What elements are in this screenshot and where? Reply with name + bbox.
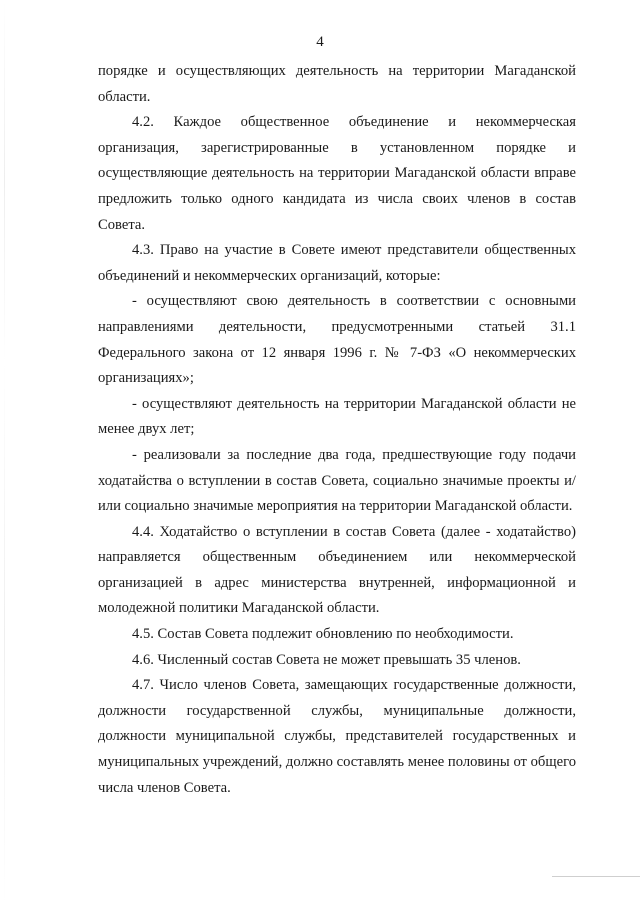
paragraph-continuation: порядке и осуществляющих деятельность на территории Магаданской области. <box>98 63 576 105</box>
list-item-projects: - реализовали за последние два года, предшествующие году подачи ходатайства о вступлении в состав Совета, социально значимые проекты и/или социально значимые мероприятия на территории Магаданской области. <box>98 446 576 515</box>
paragraph-4-7: 4.7. Число членов Совета, замещающих государственные должности, должности государственной службы, муниципальные должности, должности муниципальной службы, представителей государственных и муниципальных учреждений, должно составлять менее половины от общего числа членов Совета. <box>98 677 576 796</box>
paragraph-4-4: 4.4. Ходатайство о вступлении в состав Совета (далее - ходатайство) направляется общественным объединением или некоммерческой организацией в адрес министерства внутренней, информационной и молодежной политики Магаданской области. <box>98 523 576 617</box>
paragraph-4-6: 4.6. Численный состав Совета не может превышать 35 членов. <box>132 651 521 668</box>
paragraph-4-5: 4.5. Состав Совета подлежит обновлению по необходимости. <box>132 626 514 643</box>
paragraph-4-2: 4.2. Каждое общественное объединение и некоммерческая организация, зарегистрированные в установленном порядке и осуществляющие деятельность на территории Магаданской области вправе предложить только одного кандидата из числа своих членов в состав Совета. <box>98 114 576 233</box>
scan-edge-shadow <box>4 0 5 905</box>
document-body <box>98 59 576 801</box>
list-item-two-years: - осуществляют деятельность на территории Магаданской области не менее двух лет; <box>98 395 576 438</box>
page-number: 4 <box>316 34 324 50</box>
bottom-edge-line <box>552 876 640 877</box>
paragraph-4-3: 4.3. Право на участие в Совете имеют представители общественных объединений и некоммерческих организаций, которые: <box>98 242 576 284</box>
list-item-main-directions: - осуществляют свою деятельность в соответствии с основными направлениями деятельности, предусмотренными статьей 31.1 Федерального закона от 12 января 1996 г. № 7-ФЗ «О некоммерческих организациях»; <box>98 293 576 387</box>
